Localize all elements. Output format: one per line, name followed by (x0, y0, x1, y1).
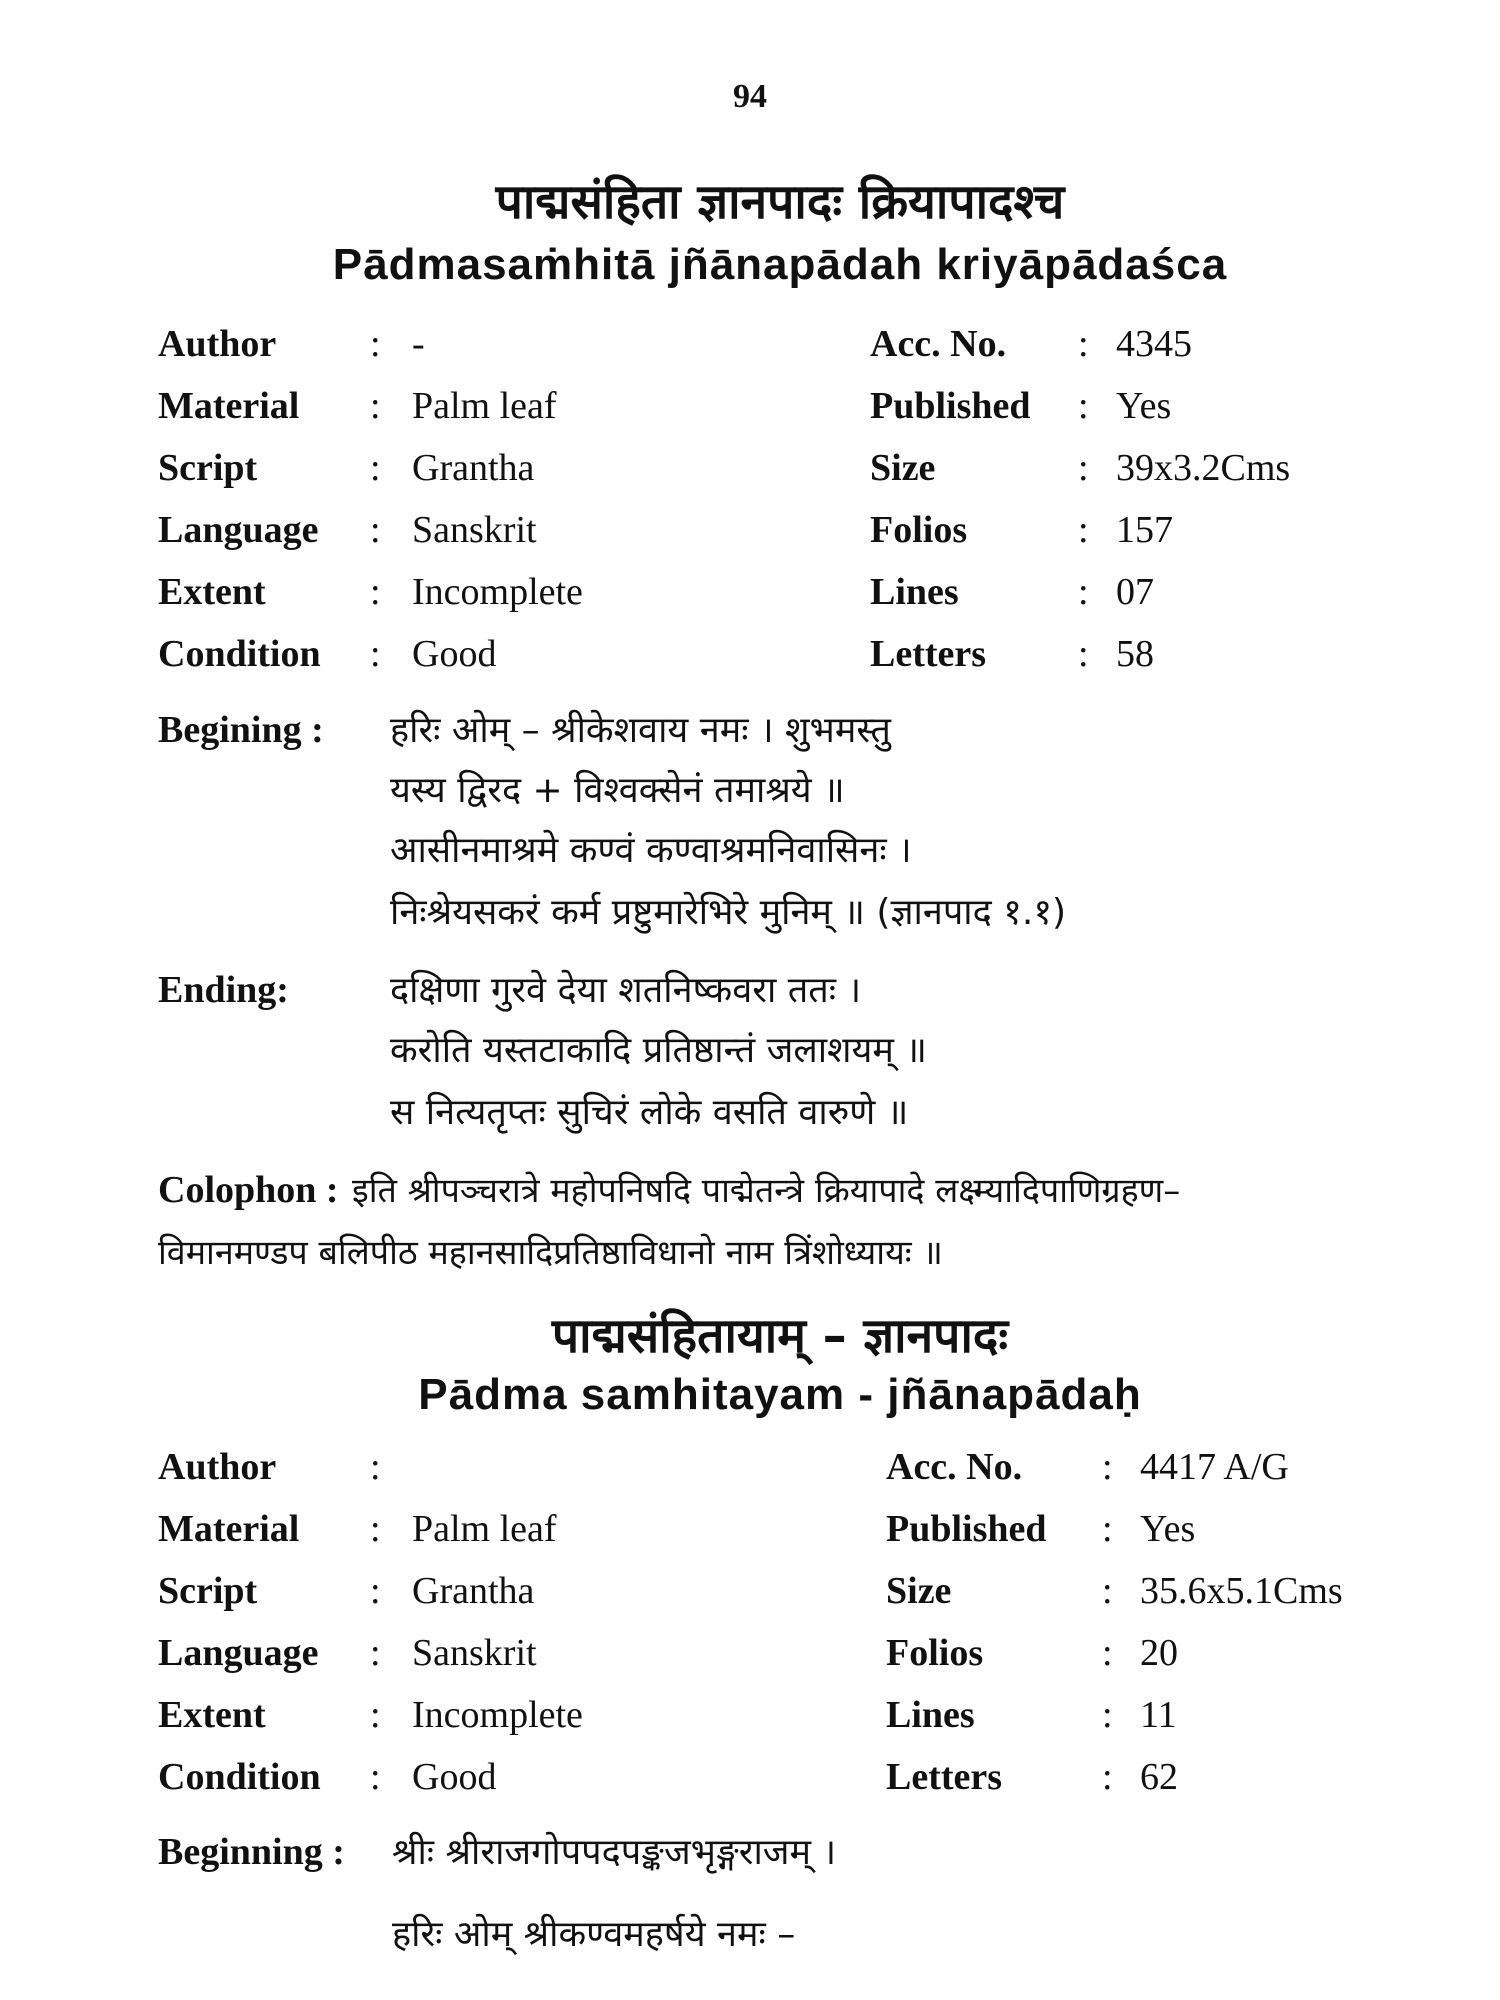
meta-value: 4345 (1116, 323, 1192, 365)
verse-line: करोति यस्तटाकादि प्रतिष्ठान्तं जलाशयम् ॥ (390, 1030, 927, 1071)
entry2-meta-row (158, 1498, 1358, 1560)
meta-separator: : (1078, 509, 1089, 551)
meta-label: Acc. No. (870, 323, 1007, 365)
meta-value: Sanskrit (412, 1632, 537, 1674)
meta-separator: : (1078, 571, 1089, 613)
meta-label: Folios (886, 1632, 984, 1674)
meta-value: 58 (1116, 633, 1154, 675)
meta-label: Script (158, 1570, 258, 1612)
entry1-ending-label: Ending: (158, 969, 289, 1011)
meta-separator: : (1078, 323, 1089, 365)
meta-value: - (412, 323, 425, 365)
meta-separator: : (370, 323, 381, 365)
meta-separator: : (370, 1508, 381, 1550)
meta-label: Script (158, 447, 258, 489)
meta-label: Published (886, 1508, 1047, 1550)
meta-value: 11 (1140, 1694, 1177, 1736)
meta-value: 4417 A/G (1140, 1446, 1289, 1488)
meta-label: Extent (158, 1694, 266, 1736)
entry2-title-roman: Pādma samhitayam - jñānapādaḥ (418, 1370, 1142, 1419)
meta-label: Language (158, 1632, 319, 1674)
verse-line: आसीनमाश्रमे कण्वं कण्वाश्रमनिवासिनः । (390, 830, 912, 871)
meta-value: Yes (1116, 385, 1172, 427)
meta-separator: : (1078, 447, 1089, 489)
entry2-meta-row (158, 1622, 1358, 1684)
verse-line: यस्य द्विरद + विश्वक्सेनं तमाश्रये ॥ (390, 770, 845, 811)
meta-label: Letters (886, 1756, 1003, 1798)
meta-value: Palm leaf (412, 385, 557, 427)
entry1-meta-row (158, 561, 1358, 623)
meta-separator: : (370, 1446, 381, 1488)
verse-line: श्रीः श्रीराजगोपपदपङ्कजभृङ्गराजम् । (392, 1832, 837, 1873)
meta-label: Letters (870, 633, 987, 675)
meta-separator: : (1102, 1446, 1113, 1488)
meta-separator: : (1078, 385, 1089, 427)
verse-line: स नित्यतृप्तः सुचिरं लोके वसति वारुणे ॥ (390, 1092, 909, 1133)
meta-separator: : (370, 1570, 381, 1612)
entry1-meta-row (158, 499, 1358, 561)
meta-value: Yes (1140, 1508, 1196, 1550)
entry1-meta-row (158, 623, 1358, 685)
entry2-meta-row (158, 1746, 1358, 1808)
meta-separator: : (370, 1694, 381, 1736)
entry1-meta-row (158, 375, 1358, 437)
meta-separator: : (370, 447, 381, 489)
meta-value: Grantha (412, 1570, 535, 1612)
entry1-title-devanagari: पाद्मसंहिता ज्ञानपादः क्रियापादश्च (495, 174, 1065, 230)
meta-value: 07 (1116, 571, 1154, 613)
entry2-meta-row (158, 1436, 1358, 1498)
meta-value: 20 (1140, 1632, 1178, 1674)
meta-separator: : (1102, 1756, 1113, 1798)
meta-label: Folios (870, 509, 968, 551)
meta-label: Lines (870, 571, 959, 613)
meta-separator: : (370, 1632, 381, 1674)
verse-line: हरिः ओम् श्रीकण्वमहर्षये नमः – (392, 1914, 796, 1955)
meta-value: Good (412, 1756, 497, 1798)
meta-label: Language (158, 509, 319, 551)
colophon-line: विमानमण्डप बलिपीठ महानसादिप्रतिष्ठाविधानो नाम त्रिंशोध्यायः ॥ (158, 1233, 943, 1273)
meta-label: Condition (158, 633, 321, 675)
meta-separator: : (1102, 1694, 1113, 1736)
colophon-line: इति श्रीपञ्चरात्रे महोपनिषदि पाद्मेतन्त्रे क्रियापादे लक्ष्म्यादिपाणिग्रहण– (352, 1171, 1181, 1211)
meta-label: Lines (886, 1694, 975, 1736)
meta-label: Author (158, 1446, 277, 1488)
entry1-meta-row (158, 313, 1358, 375)
meta-value: 39x3.2Cms (1116, 447, 1291, 489)
entry1-meta-row (158, 437, 1358, 499)
entry1-title-roman: Pādmasaṁhitā jñānapādah kriyāpādaśca (332, 240, 1228, 289)
meta-value: Incomplete (412, 1694, 583, 1736)
meta-value: Good (412, 633, 497, 675)
meta-label: Material (158, 1508, 300, 1550)
meta-separator: : (370, 571, 381, 613)
meta-label: Published (870, 385, 1031, 427)
meta-separator: : (1102, 1570, 1113, 1612)
page-number: 94 (733, 78, 767, 115)
entry1-colophon-label: Colophon : (158, 1169, 339, 1211)
entry2-title-devanagari: पाद्मसंहितायाम् – ज्ञानपादः (551, 1308, 1009, 1364)
meta-label: Material (158, 385, 300, 427)
meta-label: Size (870, 447, 936, 489)
meta-separator: : (1078, 633, 1089, 675)
meta-separator: : (1102, 1632, 1113, 1674)
verse-line: दक्षिणा गुरवे देया शतनिष्कवरा ततः । (390, 970, 862, 1011)
verse-line: हरिः ओम् – श्रीकेशवाय नमः । शुभमस्तु (390, 710, 891, 751)
meta-separator: : (370, 385, 381, 427)
meta-value: Palm leaf (412, 1508, 557, 1550)
meta-separator: : (1102, 1508, 1113, 1550)
meta-value: 62 (1140, 1756, 1178, 1798)
meta-label: Author (158, 323, 277, 365)
meta-label: Condition (158, 1756, 321, 1798)
entry1-beginning-label: Begining : (158, 709, 324, 751)
meta-label: Acc. No. (886, 1446, 1023, 1488)
meta-label: Size (886, 1570, 952, 1612)
entry2-beginning-label: Beginning : (158, 1831, 345, 1873)
meta-value: Sanskrit (412, 509, 537, 551)
meta-label: Extent (158, 571, 266, 613)
meta-value: Grantha (412, 447, 535, 489)
meta-separator: : (370, 1756, 381, 1798)
meta-separator: : (370, 509, 381, 551)
entry2-meta-row (158, 1684, 1358, 1746)
entry2-meta-row (158, 1560, 1358, 1622)
meta-separator: : (370, 633, 381, 675)
meta-value: 35.6x5.1Cms (1140, 1570, 1343, 1612)
verse-line: निःश्रेयसकरं कर्म प्रष्टुमारेभिरे मुनिम् ॥ (ज्ञानपाद १.१) (390, 892, 1067, 933)
meta-value: Incomplete (412, 571, 583, 613)
meta-value: 157 (1116, 509, 1173, 551)
